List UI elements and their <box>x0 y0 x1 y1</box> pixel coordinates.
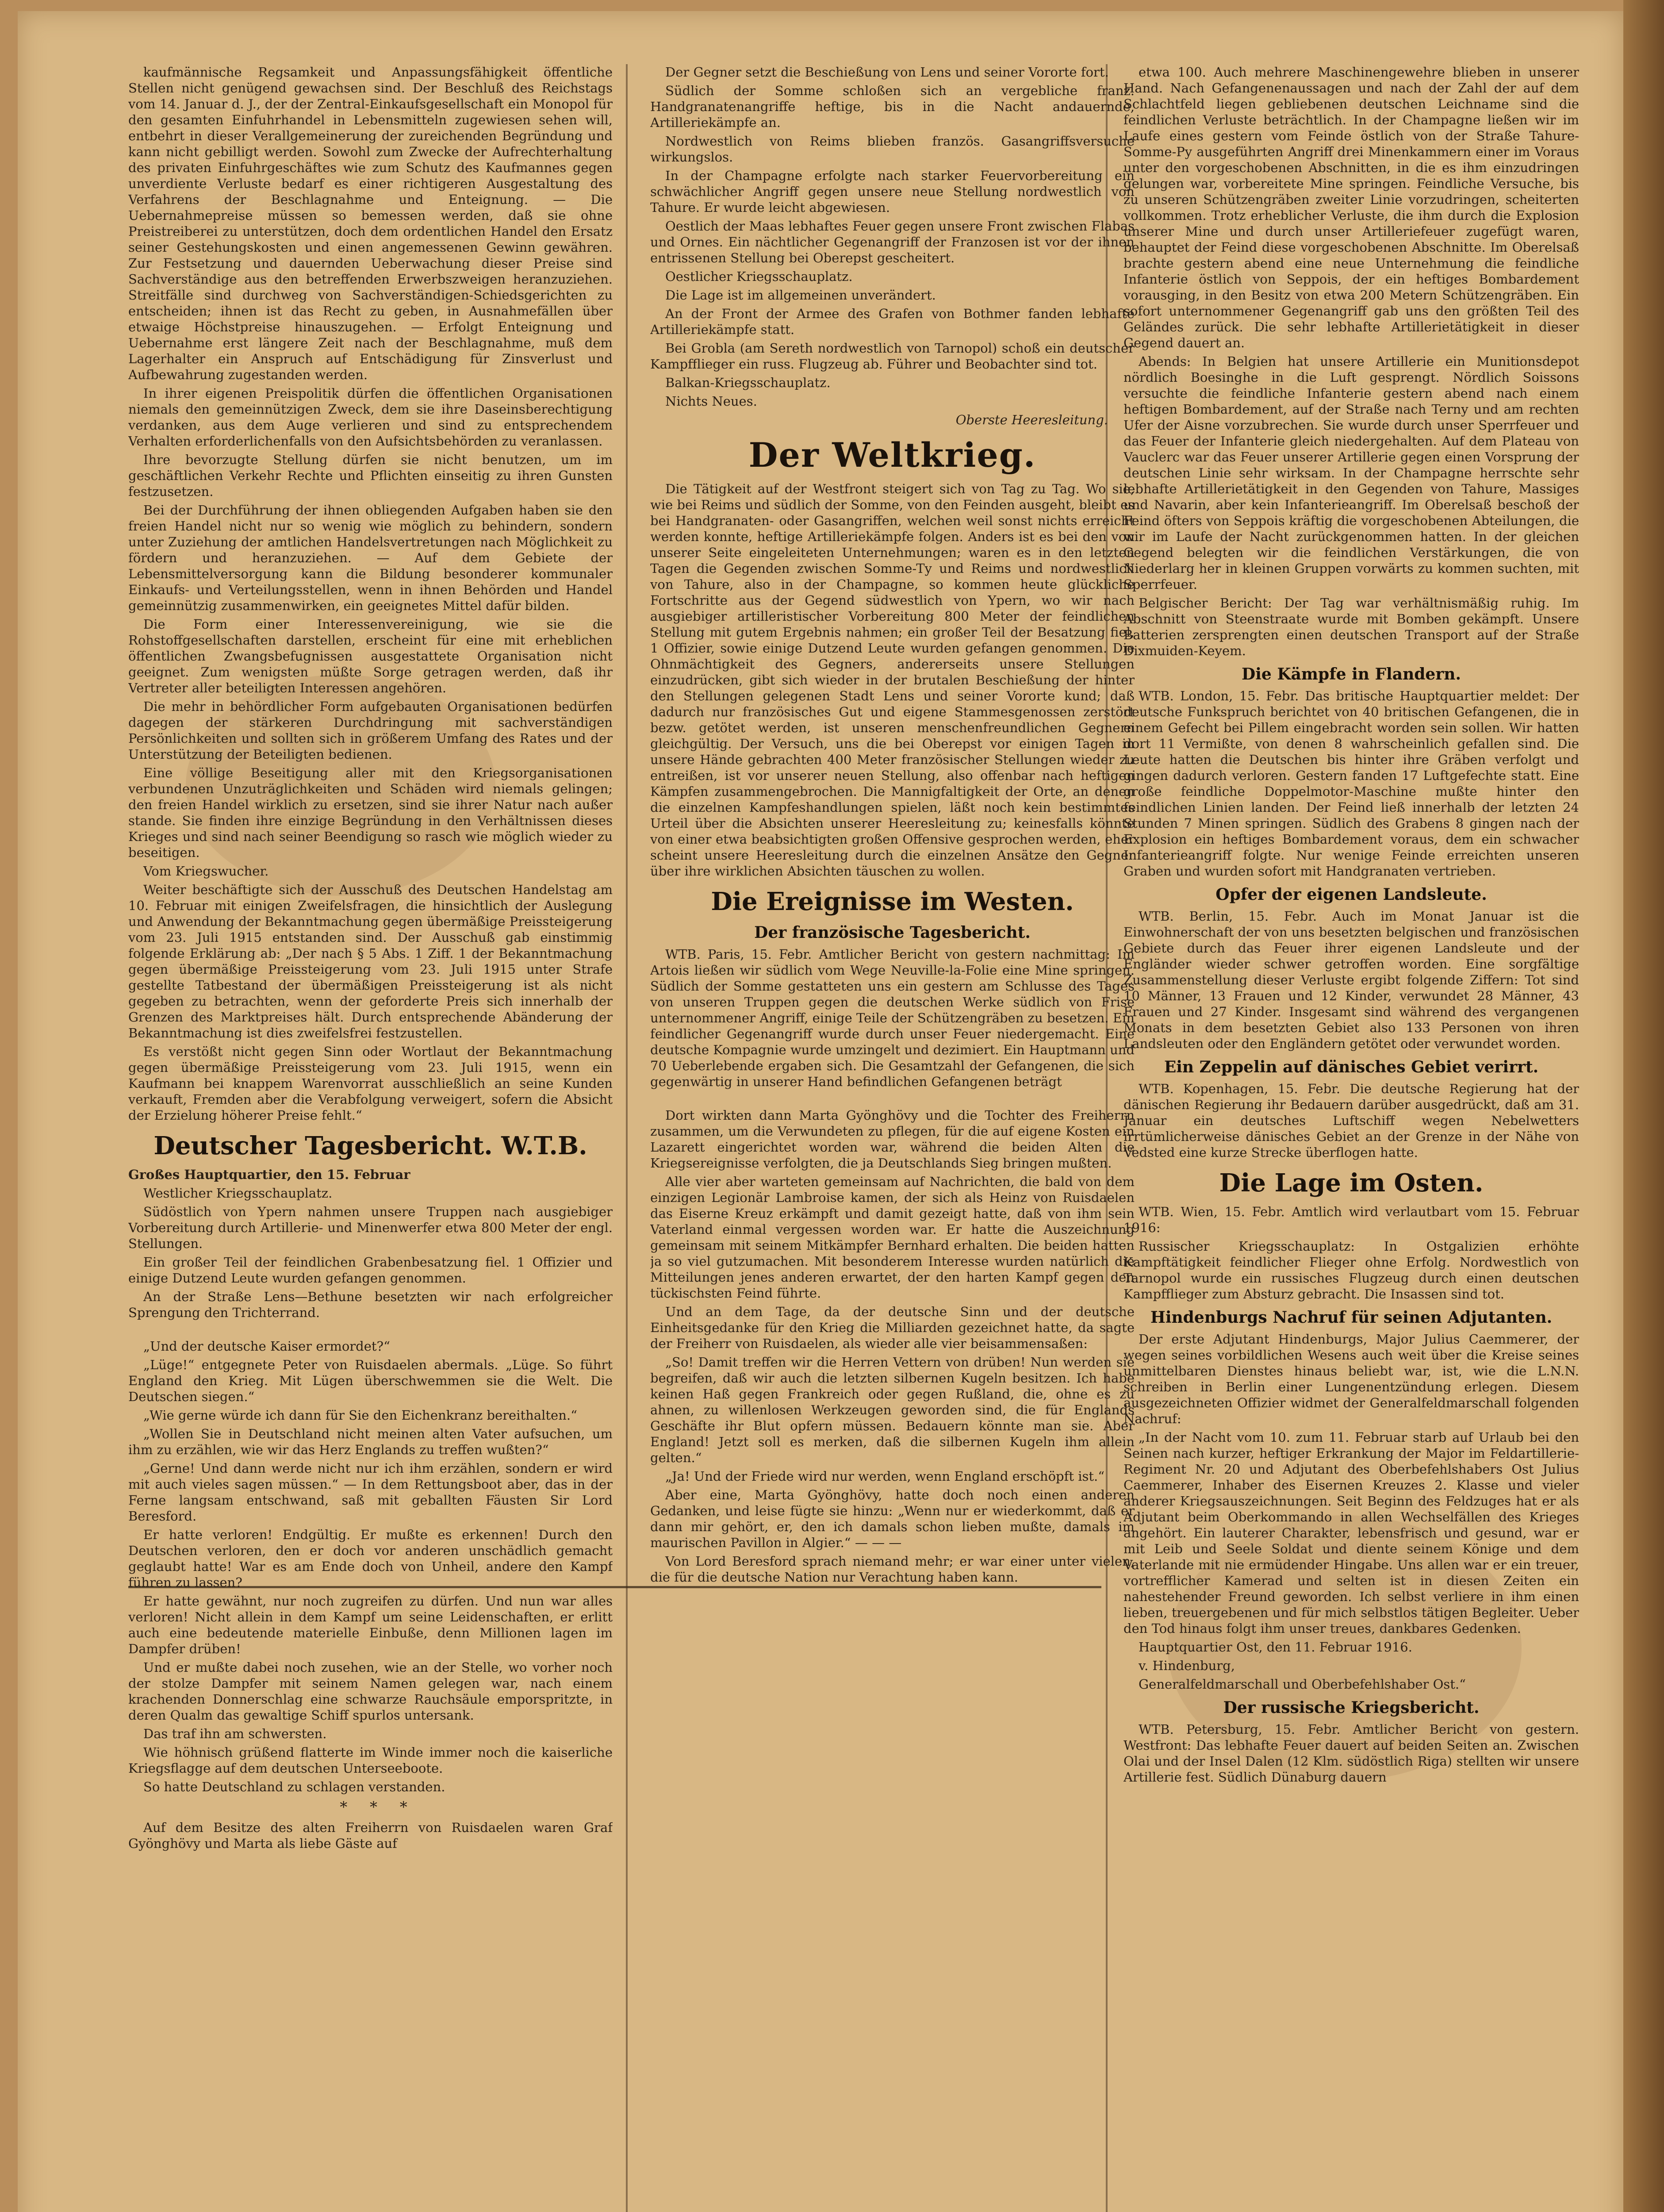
tagesbericht-continued <box>650 64 1135 409</box>
feuilleton-paragraph: Alle vier aber warteten gemeinsam auf Nachrichten, die bald von dem einzigen Legionär Lambroise kamen, der sich als Heinz von Ruisdaelen das Eiserne Kreuz erkämpft und damit gezeigt hatte, daß von ihm sein Vaterland einmal vergessen worden war. Er hatte die Auszeichnung gemeinsam mit seinem Mitkämpfer Bernhard erhalten. Die beiden hatten ja so viel gutzumachen. Mit besonderem Interesse wurden natürlich die Mitteilungen jenes anderen erwartet, der den harten Kampf gegen den tückischsten Feind führte. <box>650 1174 1135 1301</box>
flandern-text <box>1123 688 1579 879</box>
article-paragraph: Generalfeldmarschall und Oberbefehlshaber Ost.“ <box>1139 1677 1466 1692</box>
zeppelin-text <box>1123 1081 1579 1160</box>
newspaper-page <box>18 11 1623 2212</box>
tagesbericht-dateline: Großes Hauptquartier, den 15. Februar <box>128 1167 410 1182</box>
feuilleton-paragraph: Und er mußte dabei noch zusehen, wie an der Stelle, wo vorher noch der stolze Dampfer mit seinem Namen gelegen war, nach einem krachenden Donnerschlag eine schwarze Rauchsäule emporspritzte, in deren Qualm das gewaltige Schiff spurlos untersank. <box>128 1660 613 1723</box>
flandern-headline: Die Kämpfe in Flandern. <box>1241 665 1461 684</box>
feuilleton-paragraph: Dort wirkten dann Marta Gyönghövy und die Tochter des Freiherrn zusammen, um die Verwundeten zu pflegen, für die auf eigene Kosten ein Lazarett eingerichtet worden war, während die beiden Alten die Kriegsereignisse verfolgten, die ja Deutschlands Sieg bringen mußten. <box>650 1108 1135 1171</box>
article-paragraph: Balkan-Kriegsschauplatz. <box>665 375 831 390</box>
column-2 <box>650 64 1135 2212</box>
ereignisse-subheadline: Der französische Tagesbericht. <box>754 923 1031 942</box>
opfer-text <box>1123 908 1579 1052</box>
article-paragraph: Ihre bevorzugte Stellung dürfen sie nicht benutzen, um im geschäftlichen Verkehr Rechte und Pflichten einseitig zu ihren Gunsten festzusetzen. <box>128 452 613 499</box>
article-paragraph: WTB. Wien, 15. Febr. Amtlich wird verlautbart vom 15. Februar 1916: <box>1123 1204 1579 1235</box>
feuilleton-paragraph: Er hatte gewähnt, nur noch zugreifen zu dürfen. Und nun war alles verloren! Nicht allein in dem Kampf um seine Leidenschaften, er erlitt auch eine bedeutende materielle Einbuße, denn Millionen lagen im Dampfer drüben! <box>128 1594 613 1656</box>
article-paragraph: An der Front der Armee des Grafen von Bothmer fanden lebhafte Artilleriekämpfe statt. <box>650 306 1135 337</box>
article-paragraph: Eine völlige Beseitigung aller mit den Kriegsorganisationen verbundenen Unzuträglichkeiten und Schäden wird niemals gelingen; den freien Handel wirklich zu ersetzen, sind sie ihrer Natur nach außer stande. Sie finden ihre einzige Begründung in den Verhältnissen dieses Krieges und sind nach seiner Beendigung so rasch wie möglich wieder zu beseitigen. <box>128 765 613 860</box>
article-paragraph: etwa 100. Auch mehrere Maschinengewehre blieben in unserer Hand. Nach Gefangenenaussagen und nach der Zahl der auf dem Schlachtfeld liegen gebliebenen deutschen Leichname sind die feindlichen Verluste beträchtlich. In der Champagne ließen wir im Laufe eines gestern vom Feinde östlich von der Straße Tahure-Somme-Py ausgeführten Angriff drei Minenkammern einer im Voraus unter den vorgeschobenen Abschnitten, in die es ihm einzudringen gelungen war, vorbereitete Mine springen. Feindliche Versuche, bis zu unseren Schützengräben zweiter Linie vorzudringen, scheiterten vollkommen. Trotz erheblicher Verluste, die ihm durch die Explosion unserer Mine und durch unser Artilleriefeuer zugefügt waren, behauptet der Feind diese vorgeschobenen Abschnitte. Im Oberelsaß brachte gestern abend eine neue Unternehmung die feindliche Infanterie östlich von Seppois, der ein heftiges Bombardement vorausging, in den Besitz von etwa 200 Metern Schützengräben. Ein sofort unternommener Gegenangriff gab uns den größten Teil des Geländes zurück. Die sehr lebhafte Artillerietätigkeit in dieser Gegend dauert an. <box>1123 65 1579 350</box>
column-rule <box>626 64 628 2212</box>
feuilleton-paragraph: „Lüge!“ entgegnete Peter von Ruisdaelen abermals. „Lüge. So führt England den Krieg. Mit Lügen überschwemmen sie die Welt. Die Deutschen siegen.“ <box>128 1357 613 1404</box>
article-paragraph: Bei der Durchführung der ihnen obliegenden Aufgaben haben sie den freien Handel nicht nur so wenig wie möglich zu behindern, sondern unter Zuziehung der amtlichen Handelsvertretungen nach Möglichkeit zu fördern und heranzuziehen. — Auf dem Gebiete der Lebensmittelversorgung kann die Bildung besonderer kommunaler Einkaufs- und Verteilungsstellen, wenn in ihnen Behörden und Handel gemeinnützig zusammenwirken, ein geeignetes Mittel dafür bilden. <box>128 503 613 613</box>
article-paragraph: Russischer Kriegsschauplatz: In Ostgalizien erhöhte Kampftätigkeit feindlicher Flieger ohne Erfolg. Nordwestlich von Tarnopol wurde ein russisches Flugzeug durch einen deutschen Kampfflieger zum Absturz gebracht. Die Insassen sind tot. <box>1123 1239 1579 1302</box>
osten-headline: Die Lage im Osten. <box>1219 1168 1484 1198</box>
article-paragraph: Vom Kriegswucher. <box>143 864 269 879</box>
article-paragraph: Westlicher Kriegsschauplatz. <box>143 1186 333 1201</box>
tagesbericht-headline: Deutscher Tagesbericht. W.T.B. <box>153 1131 587 1160</box>
article-paragraph: In der Champagne erfolgte nach starker Feuervorbereitung ein schwächlicher Angriff gegen unsere neue Stellung nordwestlich von Tahure. Er wurde leicht abgewiesen. <box>650 168 1135 215</box>
article-paragraph: WTB. Paris, 15. Febr. Amtlicher Bericht von gestern nachmittag: Im Artois ließen wir südlich vom Wege Neuville-la-Folie eine Mine springen. Südlich der Somme gestatteten uns ein gestern am Schlusse des Tages von unseren Truppen gegen die deutschen Werke südlich von Frise unternommener Angriff, einige Teile der Schützengräben zu besetzen. Ein feindlicher Gegenangriff wurde durch unser Feuer niedergemacht. Eine deutsche Kompagnie wurde umzingelt und dezimiert. Ein Hauptmann und 70 Ueberlebende ergaben sich. Die Gesamtzahl der Gefangenen, die sich gegenwärtig in unserer Hand befindlichen Gefangenen beträgt <box>650 947 1135 1089</box>
feuilleton-paragraph: „Wollen Sie in Deutschland nicht meinen alten Vater aufsuchen, um ihm zu erzählen, wie wir das Herz Englands zu treffen wußten?“ <box>128 1426 613 1457</box>
tagesbericht-text <box>128 1185 613 1321</box>
feuilleton-paragraph: Das traf ihn am schwersten. <box>143 1726 327 1741</box>
article-paragraph: Südöstlich von Ypern nahmen unsere Truppen nach ausgiebiger Vorbereitung durch Artillerie- und Minenwerfer etwa 800 Meter der engl. Stellungen. <box>128 1204 613 1251</box>
feuilleton-paragraph: „Wie gerne würde ich dann für Sie den Eichenkranz bereithalten.“ <box>143 1408 577 1423</box>
hindenburg-headline: Hindenburgs Nachruf für seinen Adjutanten. <box>1150 1308 1553 1327</box>
article-paragraph: WTB. London, 15. Febr. Das britische Hauptquartier meldet: Der deutsche Funkspruch berichtet von 40 britischen Gefangenen, die in einem Gefecht bei Pillem eingebracht worden sein sollen. Wir hatten dort 11 Vermißte, von denen 8 wahrscheinlich gefallen sind. Die Leute hatten die Deutschen bis hinter ihre Gräben verfolgt und gingen dadurch verloren. Gestern fanden 17 Luftgefechte statt. Eine große feindliche Doppelmotor-Maschine mußte hinter den feindlichen Linien landen. Der Feind ließ innerhalb der letzten 24 Stunden 7 Minen springen. Südlich des Grabens 8 gingen nach der Explosion ein heftiges Bombardement voraus, dem ein schwacher Infanterieangriff folgte. Nur wenige Feinde erreichten unseren Graben und wurden sofort mit Handgranaten vertrieben. <box>1123 688 1579 879</box>
article-paragraph: Bei Grobla (am Sereth nordwestlich von Tarnopol) schoß ein deutscher Kampfflieger ein russ. Flugzeug ab. Führer und Beobachter sind tot. <box>650 341 1135 372</box>
article-paragraph: An der Straße Lens—Bethune besetzten wir nach erfolgreicher Sprengung den Trichterrand. <box>128 1289 613 1320</box>
osten-text <box>1123 1204 1579 1302</box>
feuilleton-column-1 <box>128 1338 613 1851</box>
feuilleton-paragraph: Von Lord Beresford sprach niemand mehr; er war einer unter vielen, die für die deutsche Nation nur Verachtung haben kann. <box>650 1554 1135 1585</box>
feuilleton-paragraph: Wie höhnisch grüßend flatterte im Winde immer noch die kaiserliche Kriegsflagge auf dem deutschen Unterseeboote. <box>128 1745 613 1776</box>
feuilleton-paragraph: Auf dem Besitze des alten Freiherrn von Ruisdaelen waren Graf Gyönghövy und Marta als liebe Gäste auf <box>128 1820 613 1851</box>
feuilleton-paragraph: „Ja! Und der Friede wird nur werden, wenn England erschöpft ist.“ <box>665 1469 1105 1484</box>
article-paragraph: In ihrer eigenen Preispolitik dürfen die öffentlichen Organisationen niemals den gemeinnützigen Zweck, dem sie ihre Daseinsberechtigung verdanken, aus dem Auge verlieren und sind zu entsprechendem Verhalten erforderlichenfalls von den Aufsichtsbehörden zu veranlassen. <box>128 386 613 449</box>
feuilleton-column-2 <box>650 1107 1135 1585</box>
weltkrieg-text <box>650 481 1135 879</box>
article-paragraph: Ein großer Teil der feindlichen Grabenbesatzung fiel. 1 Offizier und einige Dutzend Leute wurden gefangen genommen. <box>128 1255 613 1286</box>
handelstag-article <box>128 64 613 1123</box>
hindenburg-text <box>1123 1331 1579 1692</box>
article-paragraph: Die Lage ist im allgemeinen unverändert. <box>665 288 936 303</box>
article-paragraph: kaufmännische Regsamkeit und Anpassungsfähigkeit öffentliche Stellen nicht genügend gewachsen sind. Der Beschluß des Reichstags vom 14. Januar d. J., der der Zentral-Einkaufsgesellschaft ein Monopol für den gesamten Einfuhrhandel in Lebensmitteln zugewiesen sehen will, entbehrt in dieser Verallgemeinerung der zureichenden Begründung und kann nicht gebilligt werden. Sowohl zum Zwecke der Aufrechterhaltung des privaten Einfuhrgeschäftes wie zum Schutz des Kaufmannes gegen unverdiente Verluste bedarf es einer richtigeren Ausgestaltung des Verfahrens der Beschlagnahme und Enteignung. — Die Uebernahmepreise müssen so bemessen werden, daß sie ohne Preistreiberei zu unterstützen, doch dem ordentlichen Handel den Ersatz seiner Gestehungskosten und einen angemessenen Gewinn gewähren. Zur Festsetzung und dauernden Ueberwachung dieser Preise sind Sachverständige aus den betreffenden Erwerbszweigen heranzuziehen. Streitfälle sind durchweg von Sachverständigen-Schiedsgerichten zu entscheiden; ihnen ist das Recht zu geben, in Ausnahmefällen über etwaige Höchstpreise hinauszugehen. — Erfolgt Enteignung und Uebernahme erst längere Zeit nach der Beschlagnahme, muß dem Lagerhalter ein Anspruch auf Entschädigung für Zinsverlust und Aufbewahrung zugestanden werden. <box>128 65 613 382</box>
column-3 <box>1123 64 1579 2212</box>
french-report-continued <box>1123 64 1579 659</box>
article-paragraph: Die Form einer Interessenvereinigung, wie sie die Rohstoffgesellschaften darstellen, erscheint für eine mit erheblichen öffentlichen Zwangsbefugnissen ausgestattete Organisation nicht geeignet. Zum wenigsten müßte Sorge getragen werden, daß ihr Vertreter aller beteiligten Interessen angehören. <box>128 617 613 695</box>
feuilleton-paragraph: Er hatte verloren! Endgültig. Er mußte es erkennen! Durch den Deutschen verloren, den er doch vor anderen unschädlich gemacht geglaubt hatte! War es am Ende doch von Unheil, andere den Kampf führen zu lassen? <box>128 1527 613 1590</box>
feuilleton-paragraph: Und an dem Tage, da der deutsche Sinn und der deutsche Einheitsgedanke für den Krieg die Milliarden gezeichnet hatte, da sagte der Freiherr von Ruisdaelen, als wieder alle vier beisammensaßen: <box>650 1304 1135 1351</box>
article-paragraph: Oestlicher Kriegsschauplatz. <box>665 269 853 284</box>
article-paragraph: Nordwestlich von Reims blieben französ. Gasangriffsversuche wirkungslos. <box>650 134 1135 165</box>
ereignisse-text <box>650 946 1135 1090</box>
article-paragraph: Die mehr in behördlicher Form aufgebauten Organisationen bedürfen dagegen der stärkeren Durchdringung mit sachverständigen Persönlichkeiten und sollten sich in größerem Umfang des Rates und der Unterstützung der Beteiligten bedienen. <box>128 699 613 762</box>
column-1 <box>128 64 613 2212</box>
article-paragraph: Südlich der Somme schloßen sich an vergebliche franz. Handgranatenangriffe heftige, bis in die Nacht andauernde, Artilleriekämpfe an. <box>650 83 1135 130</box>
article-paragraph: Es verstößt nicht gegen Sinn oder Wortlaut der Bekanntmachung gegen übermäßige Preissteigerung vom 23. Juli 1915, wenn ein Kaufmann bei knappem Warenvorrat ausschließlich an seine Kunden verkauft, Fremden aber die Verabfolgung verweigert, sofern die Absicht der Erzielung höherer Preise fehlt.“ <box>128 1044 613 1123</box>
feuilleton-paragraph: * * * <box>340 1798 416 1816</box>
article-paragraph: Hauptquartier Ost, den 11. Februar 1916. <box>1139 1640 1412 1655</box>
russisch-text <box>1123 1721 1579 1785</box>
article-paragraph: WTB. Petersburg, 15. Febr. Amtlicher Bericht von gestern. Westfront: Das lebhafte Feuer dauert auf beiden Seiten an. Zwischen Olai und der Insel Dalen (12 Klm. südöstlich Riga) stellten wir unsere Artillerie fest. Südlich Dünaburg dauern <box>1123 1722 1579 1785</box>
russisch-headline: Der russische Kriegsbericht. <box>1223 1698 1480 1717</box>
feuilleton-paragraph: „So! Damit treffen wir die Herren Vettern von drüben! Nun werden sie begreifen, daß wir auch die letzten silbernen Kugeln besitzen. Ich habe keinen Haß gegen Frankreich oder gegen Rußland, die, ohne es zu ahnen, zu willenlosen Werkzeugen geworden sind, die für Englands Geschäfte ihr Blut opfern müssen. Bedauern könnte man sie. Aber England! Jetzt soll es merken, daß die silbernen Kugeln ihm allein gelten.“ <box>650 1355 1135 1465</box>
feuilleton-paragraph: Aber eine, Marta Gyönghövy, hatte doch noch einen anderen Gedanken, und leise fügte sie hinzu: „Wenn nur er wiederkommt, daß er dann mir gehört, er, den ich damals schon lieben mußte, damals im maurischen Pavillon in Algier.“ — — — <box>650 1487 1135 1550</box>
article-paragraph: Nichts Neues. <box>665 394 757 409</box>
feuilleton-paragraph: So hatte Deutschland zu schlagen verstanden. <box>143 1779 445 1794</box>
article-paragraph: Belgischer Bericht: Der Tag war verhältnismäßig ruhig. Im Abschnitt von Steenstraate wurde mit Bomben gekämpft. Unsere Batterien zersprengten einen deutschen Transport auf der Straße Dixmuiden-Keyem. <box>1123 595 1579 658</box>
zeppelin-headline: Ein Zeppelin auf dänisches Gebiet verirrt. <box>1164 1058 1539 1076</box>
ereignisse-headline: Die Ereignisse im Westen. <box>711 887 1074 916</box>
article-paragraph: WTB. Kopenhagen, 15. Febr. Die deutsche Regierung hat der dänischen Regierung ihr Bedauern darüber ausgedrückt, daß am 31. Januar ein deutsches Luftschiff wegen Nebelwetters irrtümlicherweise dänisches Gebiet an der Grenze in der Nähe von Vedsted eine kurze Strecke überflogen hatte. <box>1123 1081 1579 1160</box>
article-paragraph: „In der Nacht vom 10. zum 11. Februar starb auf Urlaub bei den Seinen nach kurzer, heftiger Erkrankung der Major im Feldartillerie-Regiment Nr. 20 und Adjutant des Oberbefehlshabers Ost Julius Caemmerer, Inhaber des Eisernen Kreuzes 2. Klasse und vieler anderer Kriegsauszeichnungen. Seit Beginn des Feldzuges hat er als Adjutant beim Oberkommando in allen Wechselfällen des Krieges angehört. Ein lauterer Charakter, lebensfrisch und gesund, war er mit Leib und Seele Soldat und diente seinem Könige und dem Vaterlande mit nie ermüdender Hingabe. Uns allen war er ein treuer, vortrefflicher Kamerad und selten ist in diesen Zeiten ein nahestehender Freund geworden. Ich selbst verliere in ihm einen lieben, treuergebenen und für mich selbstlos tätigen Begleiter. Ueber den Tod hinaus folgt ihm unser treues, dankbares Gedenken. <box>1123 1430 1579 1636</box>
article-paragraph: Weiter beschäftigte sich der Ausschuß des Deutschen Handelstag am 10. Februar mit einigen Zweifelsfragen, die hinsichtlich der Auslegung und Anwendung der Bekanntmachung gegen übermäßige Preissteigerung vom 23. Juli 1915 entstanden sind. Der Ausschuß gab einstimmig folgende Erklärung ab: „Der nach § 5 Abs. 1 Ziff. 1 der Bekanntmachung gegen übermäßige Preissteigerung vom 23. Juli 1915 unter Strafe gestellte Tatbestand der übermäßigen Preissteigerung ist als nicht gegeben zu betrachten, wenn der geforderte Preis sich innerhalb der Grenzen des Marktpreises hält. Durch entsprechende Abänderung der Bekanntmachung ist dies zweifelsfrei festzustellen. <box>128 882 613 1041</box>
heeresleitung-signature: Oberste Heeresleitung. <box>955 412 1108 427</box>
article-paragraph: Der erste Adjutant Hindenburgs, Major Julius Caemmerer, der wegen seines vorbildlichen Wesens auch weit über die Kreise seines unmittelbaren Dienstes hinaus beliebt war, ist, wie die L.N.N. schreiben in Berlin einer Lungenentzündung erlegen. Diesem ausgezeichneten Offizier widmet der Generalfeldmarschall folgenden Nachruf: <box>1123 1332 1579 1426</box>
opfer-headline: Opfer der eigenen Landsleute. <box>1215 885 1487 904</box>
tagesbericht-section <box>128 1130 613 1321</box>
article-paragraph: WTB. Berlin, 15. Febr. Auch im Monat Januar ist die Einwohnerschaft der von uns besetzten belgischen und französischen Gebiete durch das Feuer ihrer eigenen Landsleute und der Engländer wieder schwer getroffen worden. Eine sorgfältige Zusammenstellung dieser Verluste ergibt folgende Ziffern: Tot sind 10 Männer, 13 Frauen und 12 Kinder, verwundet 28 Männer, 43 Frauen und 27 Kinder. Insgesamt sind während des vergangenen Monats in dem besetzten Gebiet also 133 Personen von ihren Landsleuten oder den Engländern getötet oder verwundet worden. <box>1123 909 1579 1051</box>
article-paragraph: Oestlich der Maas lebhaftes Feuer gegen unsere Front zwischen Flabas und Ornes. Ein nächtlicher Gegenangriff der Franzosen ist vor der ihnen entrissenen Stellung bei Oberepst gescheitert. <box>650 219 1135 265</box>
article-paragraph: Abends: In Belgien hat unsere Artillerie ein Munitionsdepot nördlich Boesinghe in die Luft gesprengt. Nördlich Soissons versuchte die feindliche Infanterie gestern abend nach einem heftigen Bombardement, auf der Straße nach Terny und am rechten Ufer der Aisne vorzubrechen. Sie wurde durch unser Sperrfeuer und das Feuer der Infanterie gleich niedergehalten. Auf dem Plateau von Vauclerc war das Feuer unserer Artillerie gegen einen Vorsprung der deutschen Linie sehr wirksam. In der Champagne herrschte sehr lebhafte Artillerietätigkeit in den Gegenden von Tahure, Massiges und Navarin, aber kein Infanterieangriff. Im Oberelsaß beschoß der Feind öfters von Seppois kräftig die vorgeschobenen Abteilungen, die wir im Laufe der Nacht zurückgenommen hatten. In der gleichen Gegend belegten wir die feindlichen Verstärkungen, die von Niederlarg her in kleinen Gruppen vorwärts zu kommen suchten, mit Sperrfeuer. <box>1123 354 1579 592</box>
feuilleton-paragraph: „Gerne! Und dann werde nicht nur ich ihm erzählen, sondern er wird mit auch vieles sagen müssen.“ — In dem Rettungsboot aber, das in der Ferne langsam entschwand, saß mit geballten Fäusten Sir Lord Beresford. <box>128 1461 613 1524</box>
book-spine <box>1623 0 1664 2212</box>
article-paragraph: v. Hindenburg, <box>1139 1658 1235 1673</box>
feuilleton-paragraph: „Und der deutsche Kaiser ermordet?“ <box>143 1339 390 1354</box>
article-paragraph: Der Gegner setzt die Beschießung von Lens und seiner Vororte fort. <box>665 65 1109 80</box>
article-paragraph: Die Tätigkeit auf der Westfront steigert sich von Tag zu Tag. Wo sie, wie bei Reims und südlich der Somme, von den Feinden ausgeht, bleibt es bei Handgranaten- oder Gasangriffen, welchen weil sonst nichts erreicht werden konnte, heftige Artilleriekämpfe folgen. Anders ist es bei den von unserer Seite eingeleiteten Unternehmungen; waren es in den letzten Tagen die Gegenden zwischen Somme-Ty und Reims und nordwestlich von Tahure, also in der Champagne, so kommen heute glückliche Fortschritte aus der Gegend südwestlich von Ypern, wo wir nach ausgiebiger artilleristischer Vorbereitung 800 Meter der feindlichen Stellung mit gutem Ergebnis nahmen; ein großer Teil der Besatzung fiel, 1 Offizier, sowie einige Dutzend Leute wurden gefangen genommen. Die Ohnmächtigkeit des Gegners, andererseits unsere Stellungen einzudrücken, gibt sich wieder in der brutalen Beschießung der hinter den Stellungen gelegenen Stadt Lens und seiner Vororte kund; daß dadurch nur französisches Gut und eigene Stammesgenossen zerstört bezw. getötet werden, ist unseren menschenfreundlichen Gegnern gleichgültig. Der Versuch, uns die bei Oberepst vor einigen Tagen in unsere Hände gebrachten 400 Meter französischer Stellungen wieder zu entreißen, ist vor unserer neuen Stellung, also offenbar nach heftigen Kämpfen zusammengebrochen. Die Mannigfaltigkeit der Orte, an denen die einzelnen Kampfeshandlungen spielen, läßt noch kein bestimmtes Urteil über die Absichten unserer Heeresleitung zu; keinesfalls könnte von einer etwa beabsichtigten großen Offensive gesprochen werden, eher scheint unsere Heeresleitung durch die einzelnen Ansätze den Gegner über ihre wirklichen Absichten täuschen zu wollen. <box>650 481 1135 879</box>
weltkrieg-headline: Der Weltkrieg. <box>748 435 1036 475</box>
